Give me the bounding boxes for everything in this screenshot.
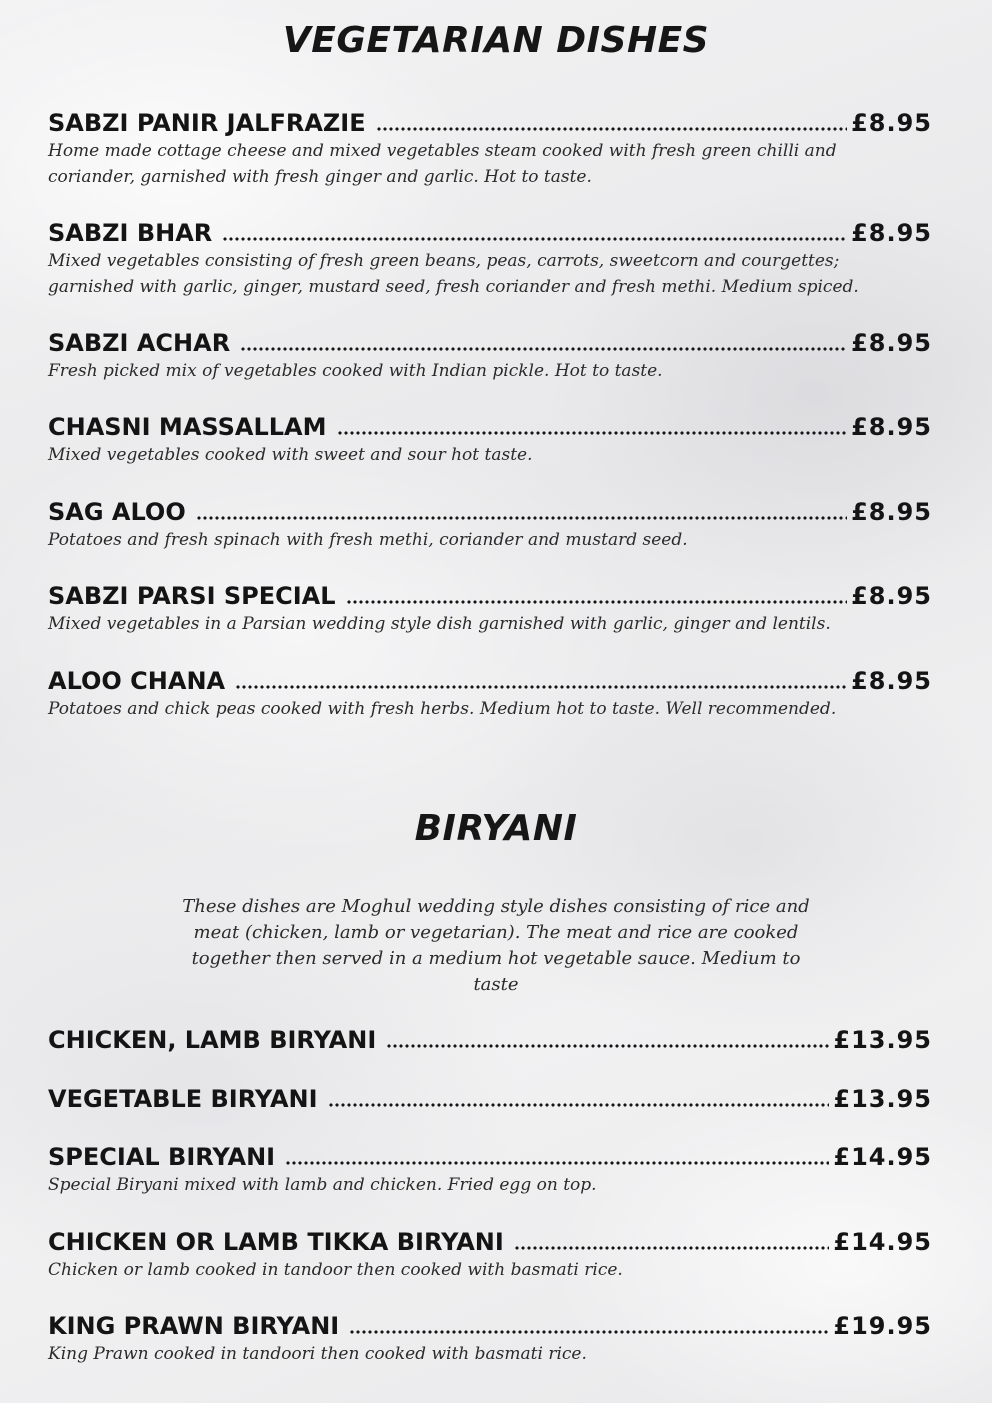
dot-leader xyxy=(349,1329,829,1335)
menu-item-name: SPECIAL BIRYANI xyxy=(48,1143,276,1171)
menu-item xyxy=(48,581,932,637)
dot-leader xyxy=(337,430,848,436)
menu-item-line xyxy=(48,1084,932,1114)
menu-item xyxy=(48,497,932,553)
menu-item-line xyxy=(48,497,932,527)
menu-item-price: £13.95 xyxy=(833,1026,932,1054)
menu-item-line xyxy=(48,666,932,696)
menu-item-description: Mixed vegetables cooked with sweet and sour hot taste. xyxy=(48,445,533,465)
menu-item-name: CHICKEN OR LAMB TIKKA BIRYANI xyxy=(48,1228,504,1256)
menu-item-name: CHICKEN, LAMB BIRYANI xyxy=(48,1026,377,1054)
menu-item-price: £8.95 xyxy=(851,498,932,526)
menu-item-description: Potatoes and fresh spinach with fresh methi, coriander and mustard seed. xyxy=(48,530,688,550)
menu-item-line xyxy=(48,581,932,611)
menu-item-price: £13.95 xyxy=(833,1085,932,1113)
menu-item xyxy=(48,108,932,190)
vegetarian-section-title: VEGETARIAN DISHES xyxy=(282,20,710,61)
menu-item-name: KING PRAWN BIRYANI xyxy=(48,1312,340,1340)
dot-leader xyxy=(235,684,847,690)
menu-item-description: Special Biryani mixed with lamb and chicken. Fried egg on top. xyxy=(48,1175,597,1195)
menu-item xyxy=(48,666,932,722)
menu-item-description: Mixed vegetables in a Parsian wedding style dish garnished with garlic, ginger and lentils. xyxy=(48,614,831,634)
menu-item-line xyxy=(48,1311,932,1341)
menu-item-price: £14.95 xyxy=(833,1228,932,1256)
dot-leader xyxy=(285,1160,829,1166)
dot-leader xyxy=(196,515,847,521)
menu-item xyxy=(48,1084,932,1114)
menu-item-price: £8.95 xyxy=(851,329,932,357)
menu-item-line xyxy=(48,1227,932,1257)
biryani-section-title: BIRYANI xyxy=(414,808,578,849)
biryani-intro: These dishes are Moghul wedding style dishes consisting of rice and meat (chicken, lamb or vegetarian). The meat and rice are cooked together then served in a medium hot vegetable sauce. Medium to taste xyxy=(182,896,810,995)
dot-leader xyxy=(240,346,847,352)
menu-item xyxy=(48,218,932,300)
menu-item-description: Mixed vegetables consisting of fresh green beans, peas, carrots, sweetcorn and courgettes; garnished with garlic, ginger, mustard seed, fresh coriander and fresh methi. Medium spiced. xyxy=(48,251,859,297)
menu-item xyxy=(48,328,932,384)
menu-item-line xyxy=(48,1142,932,1172)
menu-item-description: Home made cottage cheese and mixed vegetables steam cooked with fresh green chilli and coriander, garnished with fresh ginger and garlic. Hot to taste. xyxy=(48,141,837,187)
menu-item-line xyxy=(48,412,932,442)
menu-item xyxy=(48,412,932,468)
menu-item-description: Fresh picked mix of vegetables cooked with Indian pickle. Hot to taste. xyxy=(48,361,663,381)
menu-item xyxy=(48,1025,932,1055)
menu-item xyxy=(48,1142,932,1198)
menu-item-name: ALOO CHANA xyxy=(48,667,226,695)
menu-item-price: £14.95 xyxy=(833,1143,932,1171)
menu-item-description: Potatoes and chick peas cooked with fresh herbs. Medium hot to taste. Well recommended. xyxy=(48,699,837,719)
menu-item-name: SABZI PANIR JALFRAZIE xyxy=(48,109,366,137)
dot-leader xyxy=(222,236,847,242)
menu-item-price: £8.95 xyxy=(851,109,932,137)
menu-item-price: £8.95 xyxy=(851,582,932,610)
dot-leader xyxy=(514,1245,830,1251)
menu-item-line xyxy=(48,218,932,248)
menu-item-line xyxy=(48,108,932,138)
menu-item-line xyxy=(48,328,932,358)
menu-item-price: £8.95 xyxy=(851,667,932,695)
dot-leader xyxy=(328,1102,830,1108)
menu-item-name: VEGETABLE BIRYANI xyxy=(48,1085,318,1113)
menu-item-price: £8.95 xyxy=(851,413,932,441)
menu-item-name: SABZI BHAR xyxy=(48,219,213,247)
menu-item xyxy=(48,1311,932,1367)
menu-item-name: SABZI PARSI SPECIAL xyxy=(48,582,336,610)
dot-leader xyxy=(376,126,847,132)
menu-item xyxy=(48,1227,932,1283)
menu-item-name: SABZI ACHAR xyxy=(48,329,231,357)
menu-item-price: £19.95 xyxy=(833,1312,932,1340)
menu-item-line xyxy=(48,1025,932,1055)
dot-leader xyxy=(386,1043,829,1049)
menu-item-name: CHASNI MASSALLAM xyxy=(48,413,327,441)
menu-item-description: King Prawn cooked in tandoori then cooked with basmati rice. xyxy=(48,1344,587,1364)
menu-item-price: £8.95 xyxy=(851,219,932,247)
menu-item-description: Chicken or lamb cooked in tandoor then cooked with basmati rice. xyxy=(48,1260,623,1280)
menu-item-name: SAG ALOO xyxy=(48,498,186,526)
dot-leader xyxy=(346,599,848,605)
